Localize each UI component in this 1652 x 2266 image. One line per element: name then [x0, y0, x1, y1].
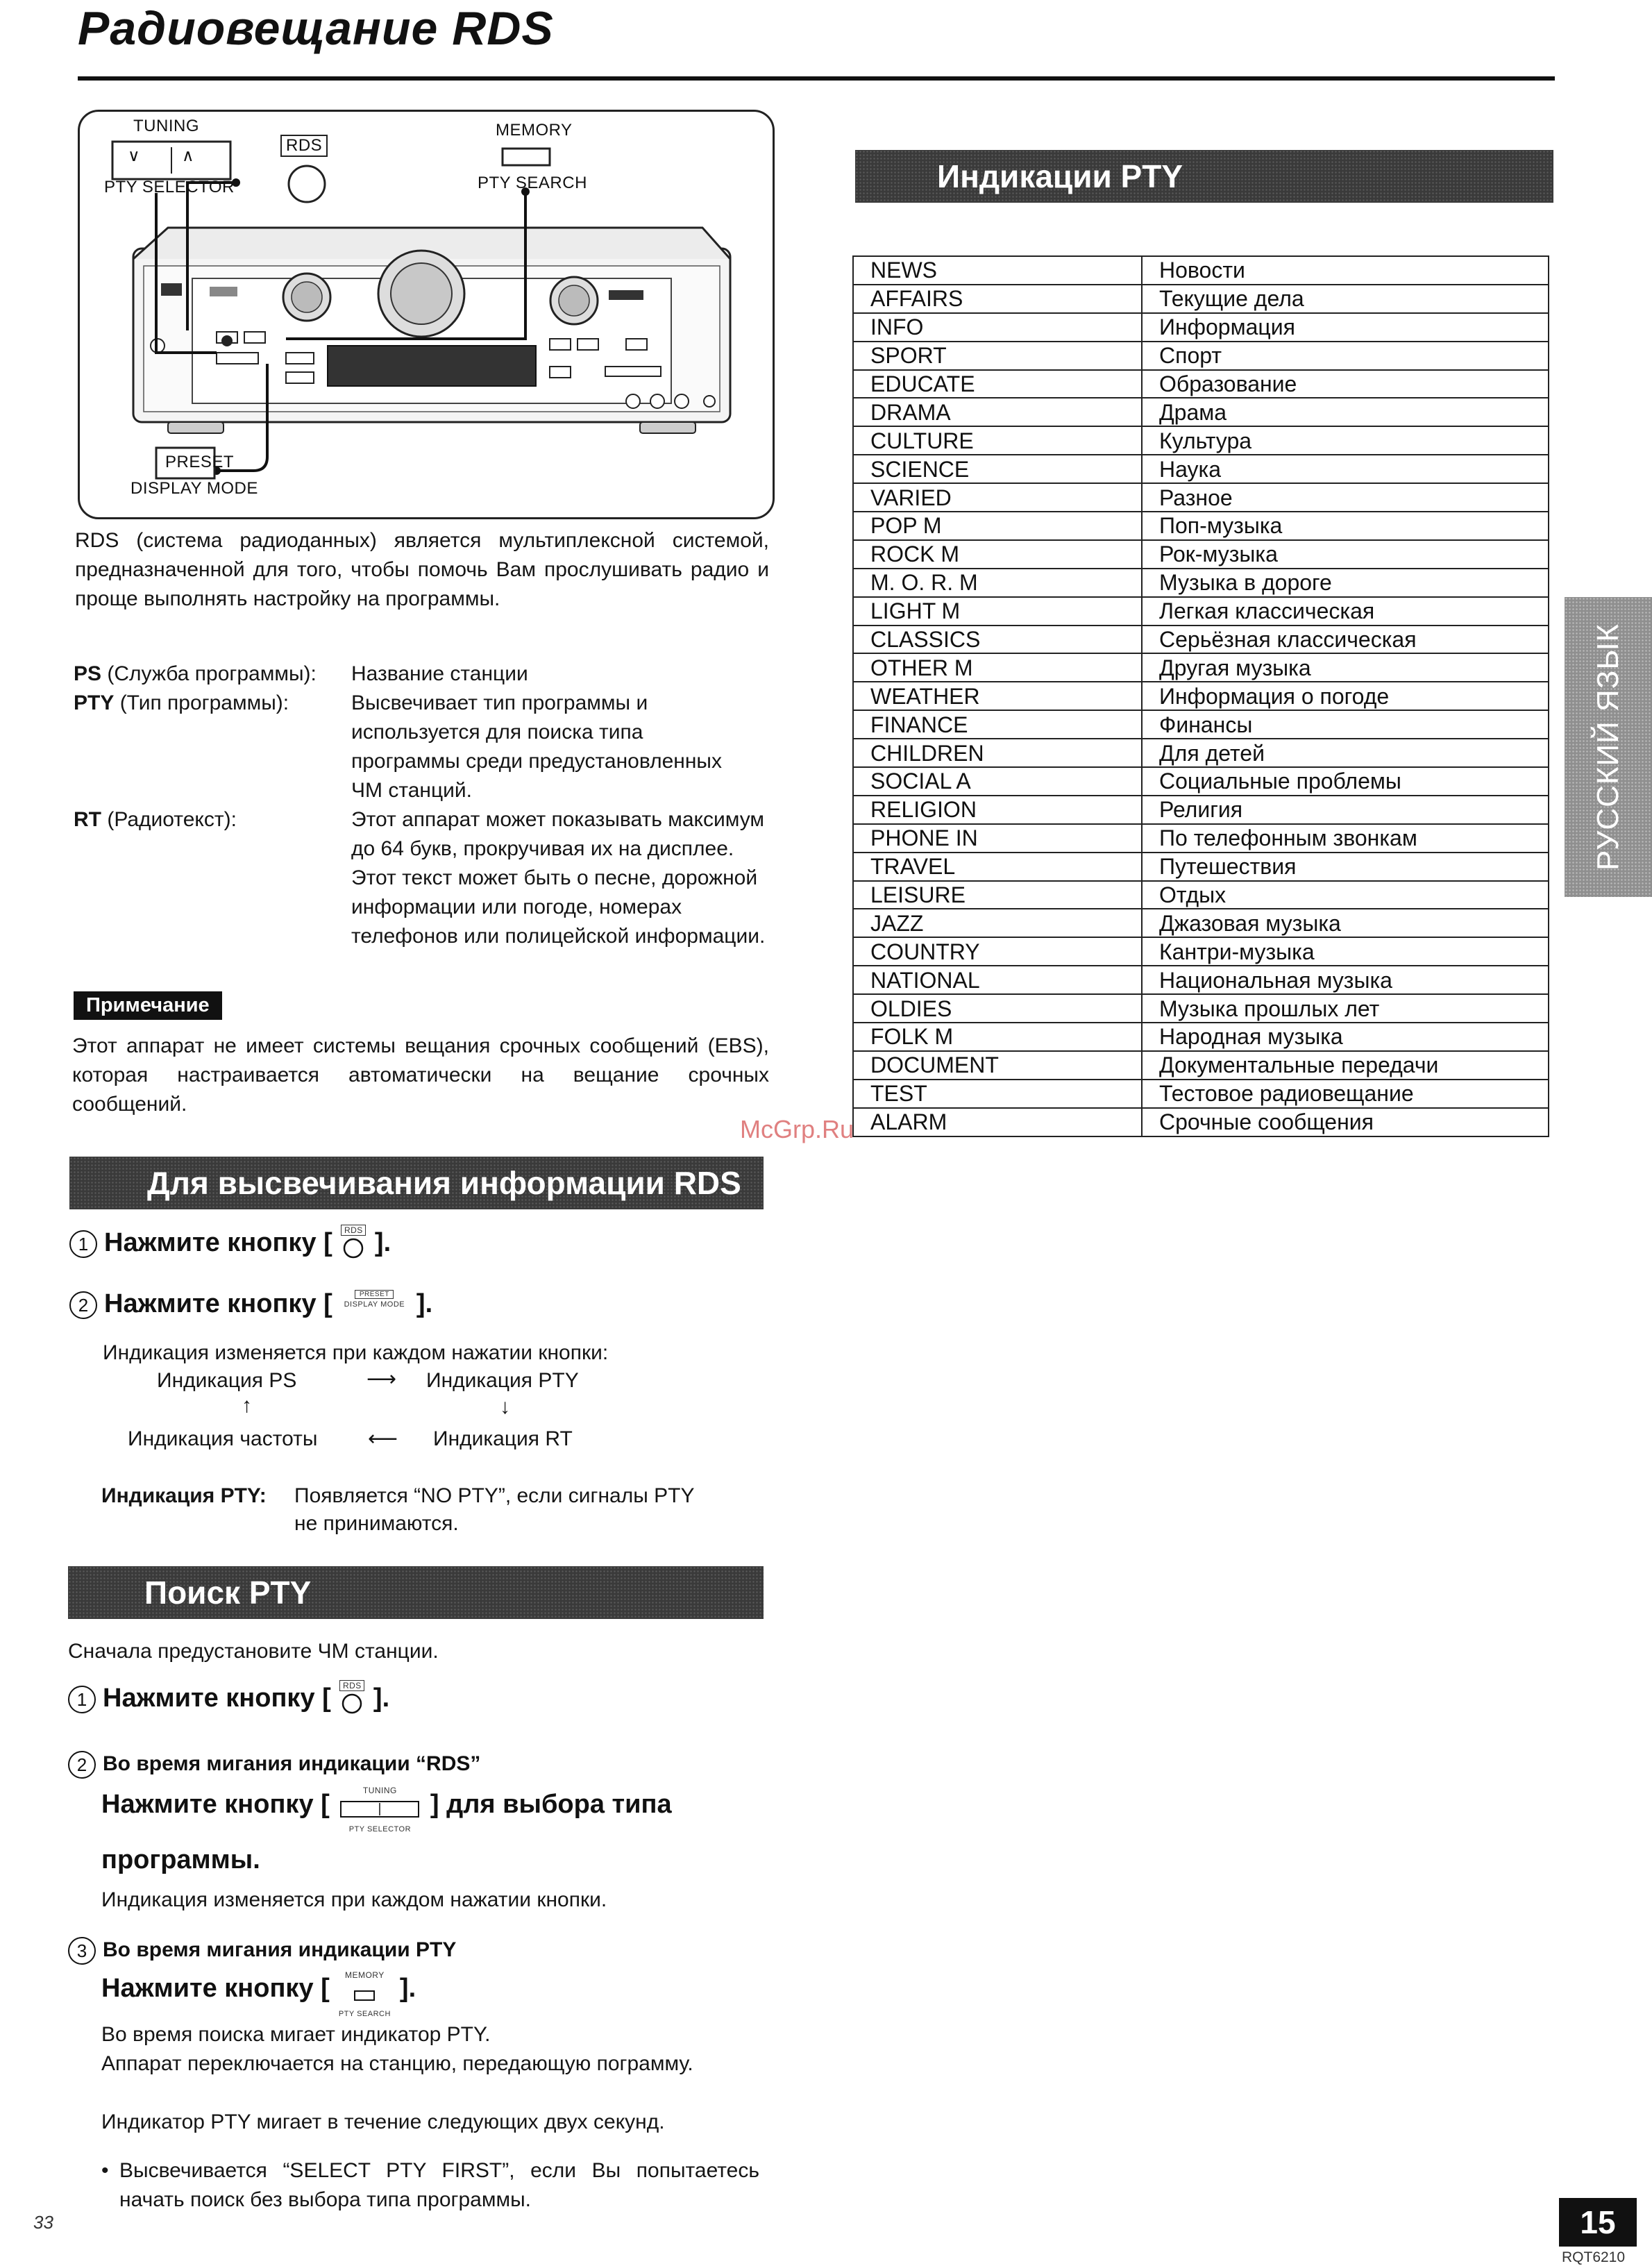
display-step-2-text: Нажмите кнопку [ [104, 1289, 332, 1319]
table-row [853, 313, 1549, 342]
pty-meaning-cell: Национальная музыка [1142, 966, 1549, 994]
search-step-2-main-a: Нажмите кнопку [ [101, 1790, 330, 1820]
pty-code-cell: TRAVEL [853, 853, 1142, 881]
pty-meaning-cell: Другая музыка [1142, 653, 1549, 682]
pty-meaning-cell: Спорт [1142, 342, 1549, 370]
table-row [853, 398, 1549, 426]
pty-meaning-cell: Драма [1142, 398, 1549, 426]
search-step-1 [68, 1680, 389, 1719]
table-row [853, 682, 1549, 710]
document-code: RQT6210 [1562, 2249, 1626, 2265]
search-step-3-number: 3 [68, 1937, 96, 1965]
cycle-arrow-left: ⟵ [368, 1427, 398, 1450]
memory-button-icon [337, 1970, 392, 2018]
cycle-arrow-down: ↓ [500, 1395, 510, 1418]
table-row [853, 626, 1549, 654]
pty-meaning-cell: Текущие дела [1142, 285, 1549, 313]
pty-indication-text-2: не принимаются. [294, 1512, 459, 1535]
search-rds-icon-label: RDS [339, 1680, 364, 1691]
pty-meaning-cell: Для детей [1142, 739, 1549, 767]
watermark-text: McGrp.Ru [740, 1115, 854, 1143]
table-row [853, 512, 1549, 540]
table-row [853, 994, 1549, 1023]
pty-meaning-cell: Информация о погоде [1142, 682, 1549, 710]
search-step-2-main-b: ] для выбора типа [430, 1790, 672, 1820]
search-step-3-line-3: Индикатор PTY мигает в течение следующих двух секунд. [101, 2110, 665, 2133]
definition-ps-abbr: PS [74, 662, 102, 685]
table-row [853, 710, 1549, 739]
pty-meaning-cell: Разное [1142, 483, 1549, 512]
pty-meaning-cell: Джазовая музыка [1142, 909, 1549, 937]
pty-search-icon-label: PTY SEARCH [338, 2010, 391, 2018]
pty-meaning-cell: Образование [1142, 370, 1549, 398]
pty-indication-text-1: Появляется “NO PTY”, если сигналы PTY [294, 1484, 695, 1507]
display-mode-icon-label: DISPLAY MODE [344, 1300, 405, 1309]
table-row [853, 739, 1549, 767]
pty-meaning-cell: Социальные проблемы [1142, 767, 1549, 796]
search-step-3-line-1: Во время поиска мигает индикатор PTY. [101, 2023, 491, 2046]
pty-meaning-cell: Религия [1142, 796, 1549, 824]
memory-rect-icon [337, 1989, 392, 2003]
pty-code-cell: ROCK M [853, 540, 1142, 569]
search-step-2-sub [68, 1751, 480, 1779]
search-step-2-number: 2 [68, 1751, 96, 1779]
pty-meaning-cell: Народная музыка [1142, 1023, 1549, 1051]
cycle-arrow-right: ⟶ [366, 1368, 397, 1391]
pty-indication-label: Индикация PTY: [101, 1484, 267, 1507]
search-step-2-sub-text: Во время мигания индикации “RDS” [103, 1752, 481, 1775]
title-rule [78, 76, 1555, 81]
pty-meaning-cell: Отдых [1142, 881, 1549, 909]
table-row [853, 483, 1549, 512]
pty-code-cell: EDUCATE [853, 370, 1142, 398]
pty-meaning-cell: Музыка в дороге [1142, 569, 1549, 597]
pty-meaning-cell: Путешествия [1142, 853, 1549, 881]
search-step-2-main-c: программы. [101, 1845, 260, 1874]
pty-code-cell: ALARM [853, 1108, 1142, 1136]
table-row [853, 342, 1549, 370]
pty-code-cell: CULTURE [853, 426, 1142, 455]
pty-code-cell: TEST [853, 1080, 1142, 1108]
search-section-heading: Поиск PTY [68, 1566, 764, 1619]
definition-ps-term [74, 660, 317, 689]
cycle-pty: Индикация PTY [426, 1369, 579, 1392]
pty-code-cell: VARIED [853, 483, 1142, 512]
table-row [853, 285, 1549, 313]
pty-meaning-cell: Серьёзная классическая [1142, 626, 1549, 654]
table-row [853, 767, 1549, 796]
table-row [853, 1023, 1549, 1051]
definition-pty-name: (Тип программы): [114, 691, 289, 714]
pty-meaning-cell: По телефонным звонкам [1142, 824, 1549, 853]
pty-code-cell: NATIONAL [853, 966, 1142, 994]
display-step-1-text: Нажмите кнопку [ [104, 1228, 332, 1258]
pty-code-cell: DRAMA [853, 398, 1142, 426]
preset-button-icon [339, 1286, 409, 1325]
search-step-1-end: ]. [373, 1684, 390, 1713]
definition-pty-term [74, 689, 289, 718]
table-row [853, 966, 1549, 994]
intro-paragraph: RDS (система радиоданных) является мультиплексной системой, предназначенной для того, чтобы помочь Вам прослушивать радио и проще выполнять настройку на программы. [75, 529, 769, 610]
pty-meaning-cell: Рок-музыка [1142, 540, 1549, 569]
rds-icon-label: RDS [341, 1225, 366, 1236]
pty-meaning-cell: Информация [1142, 313, 1549, 342]
table-row [853, 653, 1549, 682]
table-row [853, 1051, 1549, 1080]
display-step-2 [69, 1286, 432, 1325]
pty-code-cell: INFO [853, 313, 1142, 342]
language-side-tab-text: РУССКИЙ ЯЗЫК [1591, 623, 1625, 871]
language-side-tab [1565, 597, 1652, 897]
search-step-1-text: Нажмите кнопку [ [103, 1684, 331, 1713]
table-row [853, 455, 1549, 483]
pty-table [852, 255, 1549, 1137]
display-step-1-number: 1 [69, 1230, 97, 1258]
search-step-3-sub [68, 1937, 456, 1965]
bullet-text: Высвечивается “SELECT PTY FIRST”, если Вы попытаетесь начать поиск без выбора типа программы. [119, 2159, 759, 2211]
definition-pty-desc: Высвечивает тип программы и используется для поиска типа программы среди предустановленных ЧМ станций. [351, 691, 722, 802]
tuning-icon-label: TUNING [362, 1786, 397, 1795]
table-row [853, 881, 1549, 909]
note-text: Этот аппарат не имеет системы вещания срочных сообщений (EBS), которая настраивается автоматически на вещание срочных сообщений. [72, 1034, 769, 1116]
search-step-3-end: ]. [399, 1974, 416, 2004]
pty-meaning-cell: Кантри-музыка [1142, 937, 1549, 966]
definition-ps-desc: Название станции [351, 662, 528, 685]
pty-code-cell: COUNTRY [853, 937, 1142, 966]
table-row [853, 569, 1549, 597]
left-page-number: 33 [33, 2212, 53, 2233]
table-row [853, 1080, 1549, 1108]
memory-icon-label: MEMORY [344, 1970, 385, 1980]
tuning-up-button[interactable]: ∧ [182, 146, 195, 165]
display-step-2-end: ]. [416, 1289, 433, 1319]
search-round-button-icon [338, 1691, 366, 1716]
pty-code-cell: OLDIES [853, 994, 1142, 1023]
definition-pty-abbr: PTY [74, 691, 115, 714]
cycle-ps: Индикация PS [157, 1369, 297, 1392]
table-row [853, 256, 1549, 285]
pty-meaning-cell: Наука [1142, 455, 1549, 483]
search-step-3-line-2: Аппарат переключается на станцию, передающую пограмму. [101, 2052, 693, 2075]
pty-meaning-cell: Срочные сообщения [1142, 1108, 1549, 1136]
search-step-3-sub-text: Во время мигания индикации PTY [103, 1938, 457, 1961]
pty-meaning-cell: Музыка прошлых лет [1142, 994, 1549, 1023]
definition-rt-name: (Радиотекст): [101, 808, 237, 831]
pty-code-cell: M. O. R. M [853, 569, 1142, 597]
pty-code-cell: FOLK M [853, 1023, 1142, 1051]
note-label: Примечание [74, 991, 222, 1020]
display-mode-label: DISPLAY MODE [130, 479, 258, 498]
search-step-2-main [101, 1786, 672, 1833]
tuning-rocker-icon [337, 1800, 423, 1818]
cycle-rt: Индикация RT [433, 1427, 573, 1450]
display-section-heading: Для высвечивания информации RDS [69, 1157, 764, 1209]
search-step-2-note: Индикация изменяется при каждом нажатии кнопки. [101, 1888, 607, 1911]
pty-code-cell: RELIGION [853, 796, 1142, 824]
tuning-down-button[interactable]: ∨ [128, 146, 141, 165]
pty-code-cell: SPORT [853, 342, 1142, 370]
pty-code-cell: OTHER M [853, 653, 1142, 682]
preset-icon-label: PRESET [355, 1290, 394, 1299]
table-row [853, 597, 1549, 626]
rds-button-icon [339, 1225, 367, 1264]
pty-code-cell: SOCIAL A [853, 767, 1142, 796]
tuning-label: TUNING [133, 117, 199, 135]
search-step-3-main-text: Нажмите кнопку [ [101, 1974, 330, 2004]
pty-meaning-cell: Легкая классическая [1142, 597, 1549, 626]
display-step-2-number: 2 [69, 1291, 97, 1319]
definition-rt-term [74, 805, 237, 834]
pty-meaning-cell: Тестовое радиовещание [1142, 1080, 1549, 1108]
cycle-frequency: Индикация частоты [128, 1427, 318, 1450]
cycle-arrow-up: ↑ [242, 1394, 252, 1417]
definition-rt-desc: Этот аппарат может показывать максимум до 64 букв, прокручивая их на дисплее. Этот текст может быть о песне, дорожной информации или погоде, номерах телефонов или полицейской информации. [351, 808, 766, 948]
bullet-mark: • [101, 2159, 109, 2182]
pty-meaning-cell: Документальные передачи [1142, 1051, 1549, 1080]
pty-code-cell: AFFAIRS [853, 285, 1142, 313]
pty-meaning-cell: Финансы [1142, 710, 1549, 739]
search-preface: Сначала предустановите ЧМ станции. [68, 1640, 439, 1663]
pty-code-cell: DOCUMENT [853, 1051, 1142, 1080]
pty-selector-label: PTY SELECTOR [104, 178, 235, 196]
table-row [853, 370, 1549, 398]
pty-code-cell: NEWS [853, 256, 1142, 285]
search-step-3-main [101, 1970, 416, 2018]
pty-code-cell: FINANCE [853, 710, 1142, 739]
table-row [853, 909, 1549, 937]
rds-button-label[interactable]: RDS [280, 135, 328, 157]
page-number: 15 [1559, 2198, 1637, 2247]
table-row [853, 540, 1549, 569]
pty-selector-icon-label: PTY SELECTOR [348, 1825, 412, 1833]
definition-ps-name: (Служба программы): [101, 662, 317, 685]
search-step-1-number: 1 [68, 1686, 96, 1713]
pty-code-cell: LIGHT M [853, 597, 1142, 626]
table-row [853, 1108, 1549, 1136]
pty-section-heading: Индикации PTY [855, 150, 1553, 203]
round-button-icon [339, 1236, 367, 1261]
memory-label: MEMORY [496, 121, 573, 140]
tuning-button-icon [337, 1786, 423, 1833]
display-step-1-end: ]. [374, 1228, 391, 1258]
table-row [853, 853, 1549, 881]
pty-code-cell: CLASSICS [853, 626, 1142, 654]
pty-search-label: PTY SEARCH [478, 174, 587, 192]
preset-button-label[interactable]: PRESET [165, 453, 235, 471]
display-step-1 [69, 1225, 391, 1264]
search-rds-button-icon [338, 1680, 366, 1719]
pty-code-cell: LEISURE [853, 881, 1142, 909]
page-title: Радиовещание RDS [78, 2, 554, 55]
pty-code-cell: JAZZ [853, 909, 1142, 937]
pty-code-cell: WEATHER [853, 682, 1142, 710]
pty-meaning-cell: Новости [1142, 256, 1549, 285]
table-row [853, 824, 1549, 853]
definition-rt-abbr: RT [74, 808, 101, 831]
table-row [853, 426, 1549, 455]
pty-meaning-cell: Культура [1142, 426, 1549, 455]
table-row [853, 937, 1549, 966]
table-row [853, 796, 1549, 824]
pty-code-cell: POP M [853, 512, 1142, 540]
pty-code-cell: CHILDREN [853, 739, 1142, 767]
pty-code-cell: SCIENCE [853, 455, 1142, 483]
display-cycle-intro: Индикация изменяется при каждом нажатии кнопки: [103, 1341, 609, 1364]
pty-meaning-cell: Поп-музыка [1142, 512, 1549, 540]
pty-code-cell: PHONE IN [853, 824, 1142, 853]
